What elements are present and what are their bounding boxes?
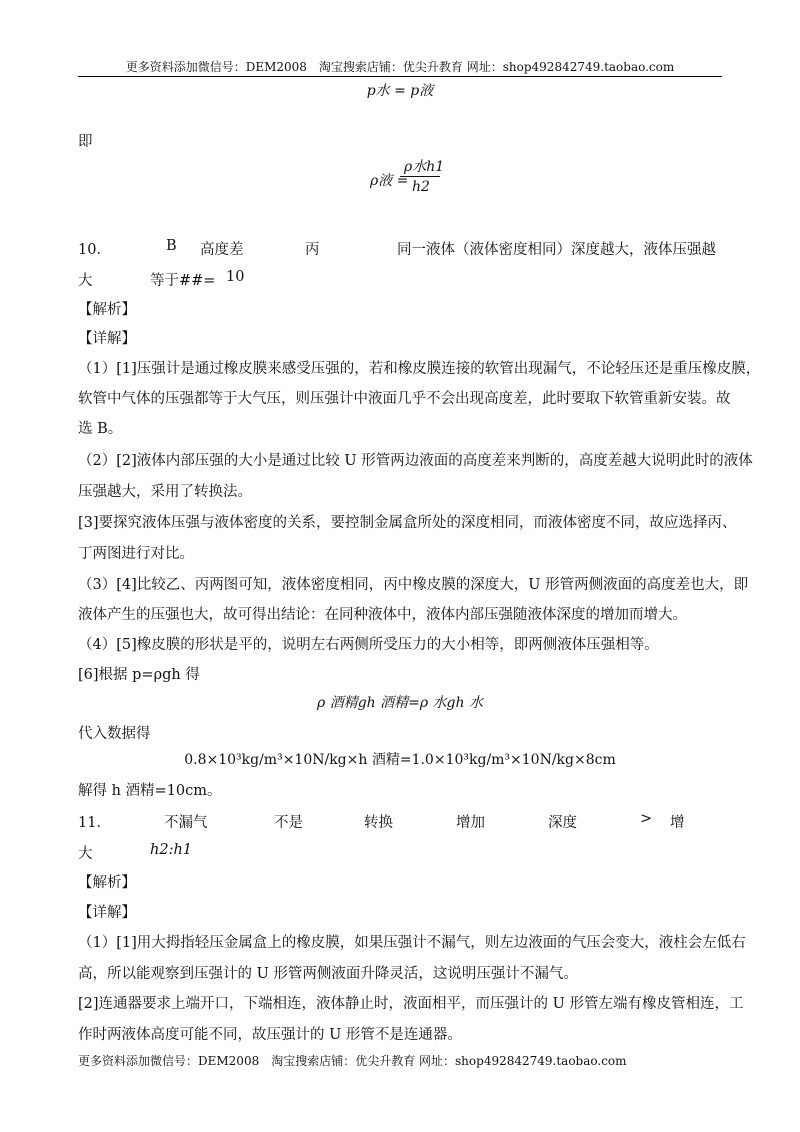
q11-answer-7-cont: 大 xyxy=(78,846,93,862)
analysis-heading: 【解析】 xyxy=(78,302,136,318)
q11-answer-1: 不漏气 xyxy=(164,815,208,831)
q10-answer-6: 10 xyxy=(226,269,245,285)
q11-para-line: 作时两液体高度可能不同，故压强计的 U 形管不是连通器。 xyxy=(78,1027,462,1043)
q10-para-line: 压强越大，采用了转换法。 xyxy=(78,484,252,500)
page-header: 更多资料添加微信号：DEM2008 淘宝搜索店铺：优尖升教育 网址：shop492842749.taobao.com xyxy=(125,60,675,74)
q10-para-line: [3]要探究液体压强与液体密度的关系，要控制金属盒所处的深度相同，而液体密度不同，故应选择丙、 xyxy=(78,515,737,531)
q10-answer-5: 等于##= xyxy=(150,273,216,289)
q10-para-line: 液体产生的压强也大，故可得出结论：在同种液体中，液体内部压强随液体深度的增加而增大。 xyxy=(78,607,687,623)
text-ji: 即 xyxy=(78,134,93,150)
q10-para-line: 软管中气体的压强都等于大气压，则压强计中液面几乎不会出现高度差，此时要取下软管重新安装。故 xyxy=(78,391,731,407)
text-substitute: 代入数据得 xyxy=(78,726,151,742)
text-solution: 解得 h 酒精=10cm。 xyxy=(78,783,222,799)
q11-answer-5: 深度 xyxy=(548,815,577,831)
q10-answer-2: 高度差 xyxy=(200,242,244,258)
fraction-denominator: h2 xyxy=(412,179,430,195)
q10-number: 10． xyxy=(78,242,111,258)
equation-substitution: 0.8×10³kg/m³×10N/kg×h 酒精=1.0×10³kg/m³×10N/kg×8cm xyxy=(184,752,616,768)
q10-para-line: 选 B。 xyxy=(78,421,123,437)
q11-answer-3: 转换 xyxy=(364,815,393,831)
q11-answer-7: 增 xyxy=(670,815,685,831)
analysis-heading: 【解析】 xyxy=(78,875,136,891)
q10-answer-4: 同一液体（液体密度相同）深度越大，液体压强越 xyxy=(397,242,716,258)
q10-para-line: （1）[1]压强计是通过橡皮膜来感受压强的，若和橡皮膜连接的软管出现漏气，不论轻压还是重压橡皮膜， xyxy=(78,361,761,377)
q11-answer-2: 不是 xyxy=(274,815,303,831)
detail-heading: 【详解】 xyxy=(78,331,136,347)
equation-pressure-balance: ρ 酒精gh 酒精=ρ 水gh 水 xyxy=(317,695,483,711)
q10-answer-1: B xyxy=(166,238,177,254)
page-footer: 更多资料添加微信号：DEM2008 淘宝搜索店铺：优尖升教育 网址：shop492842749.taobao.com xyxy=(78,1054,627,1068)
q10-answer-3: 丙 xyxy=(305,242,320,258)
detail-heading: 【详解】 xyxy=(78,905,136,921)
q11-para-line: （1）[1]用大拇指轻压金属盒上的橡皮膜，如果压强计不漏气，则左边液面的气压会变大，液柱会左低右 xyxy=(78,935,746,951)
fraction-numerator: ρ水h1 xyxy=(404,159,445,175)
q10-para-line: （4）[5]橡皮膜的形状是平的，说明左右两侧所受压力的大小相等，即两侧液体压强相等。 xyxy=(78,637,659,653)
q10-para-line: （3）[4]比较乙、丙两图可知，液体密度相同，丙中橡皮膜的深度大，U 形管两侧液面的高度差也大，即 xyxy=(78,577,749,593)
q11-number: 11． xyxy=(78,815,111,831)
q11-para-line: 高，所以能观察到压强计的 U 形管两侧液面升降灵活，这说明压强计不漏气。 xyxy=(78,966,578,982)
header-rule xyxy=(78,76,722,77)
q10-para-line: 丁两图进行对比。 xyxy=(78,546,194,562)
q11-answer-6: > xyxy=(640,811,653,827)
fraction-lhs: ρ液 = xyxy=(370,173,409,189)
q10-para-line: [6]根据 p=ρgh 得 xyxy=(78,667,200,683)
q10-para-line: （2）[2]液体内部压强的大小是通过比较 U 形管两边液面的高度差来判断的，高度差越大说明此时的液体 xyxy=(78,453,753,469)
q10-answer-4-cont: 大 xyxy=(78,273,93,289)
q11-para-line: [2]连通器要求上端开口，下端相连，液体静止时，液面相平，而压强计的 U 形管左端有橡皮管相连，工 xyxy=(78,996,744,1012)
q11-answer-8: h2:h1 xyxy=(150,842,193,858)
fraction-bar xyxy=(400,176,440,177)
equation-pressure-equal: p水 = p液 xyxy=(366,83,434,99)
q11-answer-4: 增加 xyxy=(456,815,485,831)
